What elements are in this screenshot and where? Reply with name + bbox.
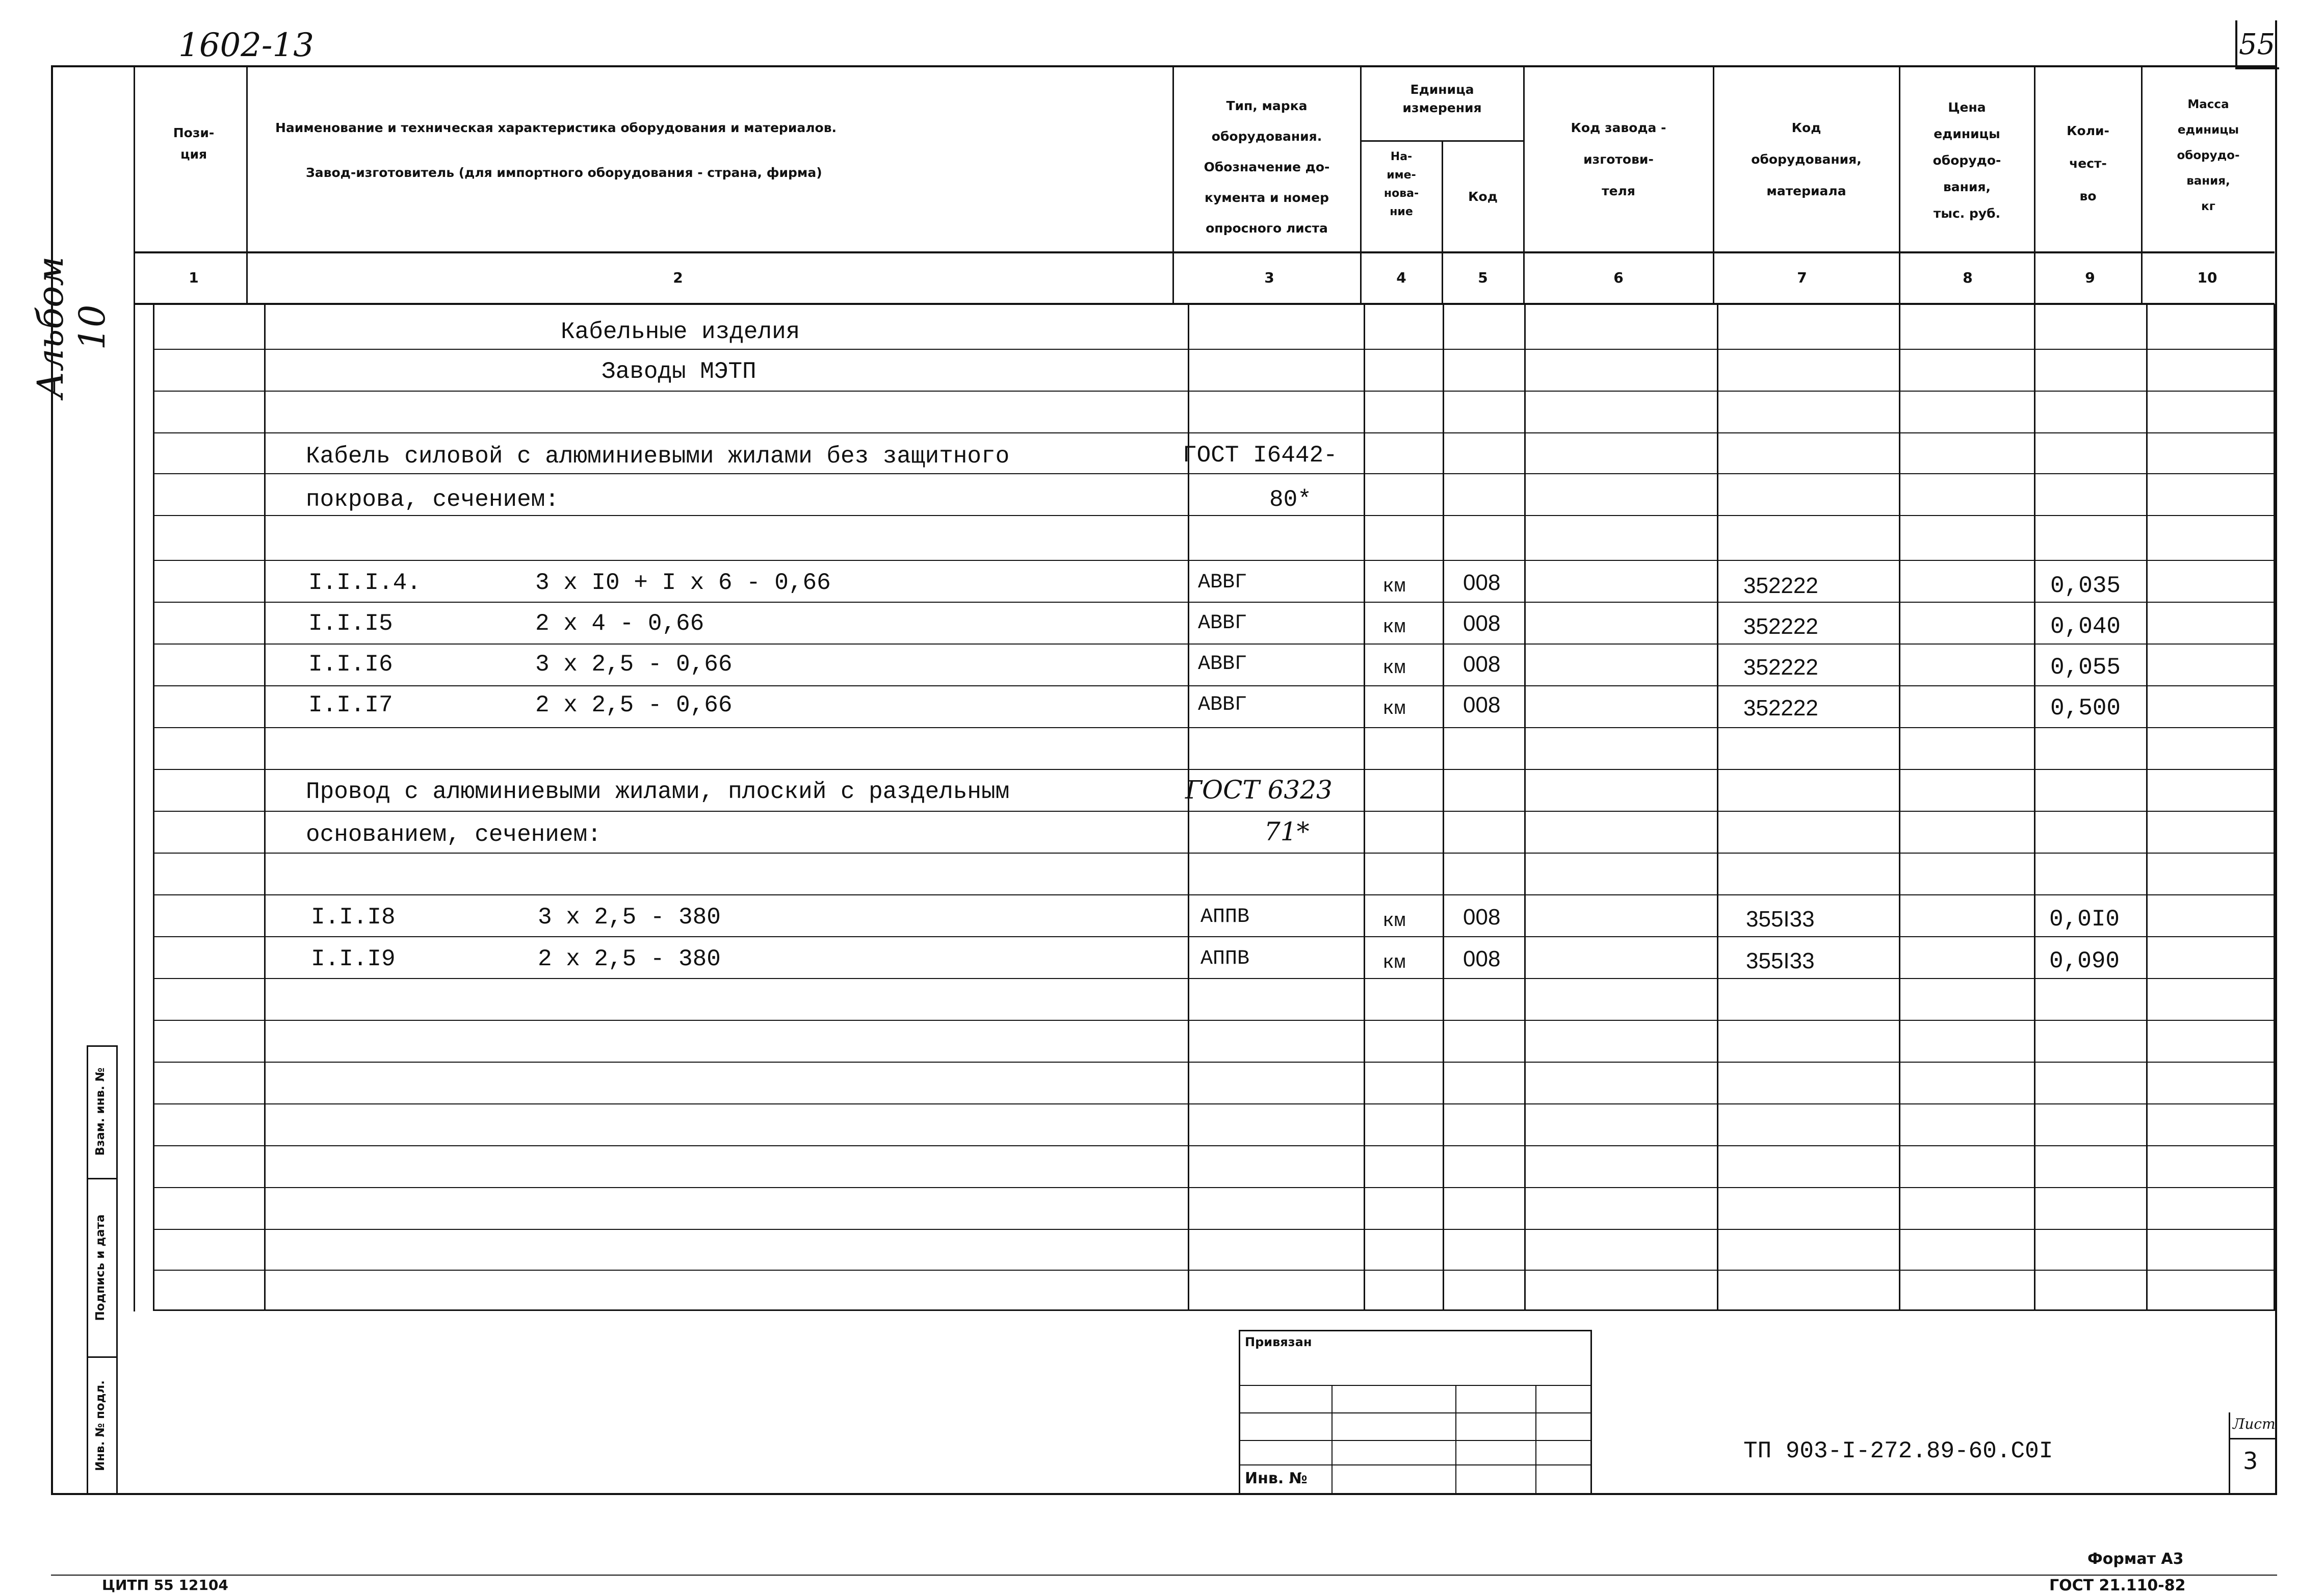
row-qty: 0,500 [2050, 695, 2121, 722]
row-type: АППВ [1200, 947, 1250, 970]
col-number-10: 10 [2197, 269, 2217, 286]
row-unit-code: 008 [1463, 946, 1501, 971]
group1-desc-line1: Кабель силовой с алюминиевыми жилами без защитного [306, 443, 1010, 470]
row-qty: 0,090 [2049, 948, 2120, 974]
row-qty: 0,040 [2050, 613, 2121, 640]
row-spec: 2 х 4 - 0,66 [535, 610, 704, 637]
frame-top-line [51, 65, 2276, 67]
row-unit: км [1382, 952, 1406, 974]
row-unit-code: 008 [1463, 905, 1501, 930]
row-type: АВВГ [1198, 612, 1247, 635]
row-type: АВВГ [1198, 653, 1247, 676]
header-col9: Коли- чест- во [2067, 123, 2109, 203]
group1-desc-line2: покрова, сечением: [306, 486, 559, 513]
section-title-2: Заводы МЭТП [602, 358, 756, 385]
row-unit-code: 008 [1463, 652, 1501, 677]
row-code: 352222 [1743, 614, 1818, 639]
row-code: 352222 [1743, 696, 1818, 720]
row-type: АВВГ [1198, 693, 1247, 716]
side-stamp-inv: Инв. № подл. [94, 1380, 107, 1471]
header-col3: Тип, марка оборудования. Обозначение до- кумента и номер опросного листа [1204, 98, 1330, 236]
top-left-code: 1602-13 [178, 27, 314, 64]
row-unit: км [1382, 576, 1406, 598]
row-unit: км [1382, 698, 1406, 720]
side-stamp-podpis: Подпись и дата [94, 1214, 107, 1321]
row-spec: 3 х 2,5 - 0,66 [535, 651, 733, 678]
group1-doc-line1: ГОСТ I6442- [1183, 442, 1338, 469]
header-col5: Код [1468, 189, 1498, 204]
row-unit: км [1382, 910, 1406, 932]
row-position: I.I.I6 [308, 651, 393, 678]
header-col7: Код оборудования, материала [1751, 120, 1862, 198]
row-qty: 0,055 [2050, 654, 2121, 681]
header-col1: Пози- ция [173, 125, 215, 162]
row-type: АППВ [1200, 906, 1250, 929]
list-number: 3 [2243, 1447, 2258, 1475]
col-number-1: 1 [189, 269, 199, 286]
header-col10: Масса единицы оборудо- вания, кг [2177, 98, 2240, 213]
row-code: 355I33 [1746, 907, 1815, 932]
sheet-top-number: 55 [2239, 28, 2276, 61]
row-unit-code: 008 [1463, 692, 1501, 717]
row-unit: км [1382, 616, 1406, 638]
row-code: 355I33 [1746, 948, 1815, 973]
row-qty: 0,0I0 [2049, 906, 2120, 933]
row-type: АВВГ [1198, 571, 1247, 594]
stamp-strip-div1 [87, 1178, 117, 1179]
group2-desc-line2: основанием, сечением: [306, 821, 602, 848]
row-qty: 0,035 [2050, 573, 2121, 599]
group2-desc-line1: Провод с алюминиевыми жилами, плоский с раздельным [306, 779, 1010, 805]
col-number-3: 3 [1264, 269, 1274, 286]
row-position: I.I.I9 [311, 946, 396, 972]
col-number-5: 5 [1478, 269, 1488, 286]
col-number-6: 6 [1613, 269, 1624, 286]
album-note: Альбом 10 [30, 256, 113, 399]
stamp-inv-no: Инв. № [1245, 1470, 1308, 1487]
footer-left-code: ЦИТП 55 12104 [102, 1577, 228, 1593]
frame-right-line [2275, 20, 2277, 1494]
row-code: 352222 [1743, 573, 1818, 598]
footer-format: Формат А3 [2087, 1550, 2184, 1568]
header-col45-group: Единица измерения [1402, 82, 1482, 115]
row-position: I.I.I7 [308, 692, 393, 718]
side-stamp-vzam: Взам. инв. № [94, 1067, 107, 1156]
row-spec: 3 х I0 + I х 6 - 0,66 [535, 570, 831, 596]
footer-gost: ГОСТ 21.110-82 [2049, 1577, 2186, 1594]
group2-doc-line2: 71* [1264, 817, 1310, 846]
row-unit: км [1382, 657, 1406, 679]
header-col8: Цена единицы оборудо- вания, тыс. руб. [1933, 100, 2001, 221]
stamp-privyazan: Привязан [1245, 1335, 1312, 1349]
document-code: ТП 903-I-272.89-60.С0I [1743, 1438, 2053, 1464]
row-position: I.I.I5 [308, 610, 393, 637]
section-title-1: Кабельные изделия [561, 319, 800, 345]
outer-bottom-line [51, 1575, 2277, 1576]
row-spec: 2 х 2,5 - 0,66 [535, 692, 733, 718]
header-col2-line1: Наименование и техническая характеристика оборудования и материалов. [275, 120, 837, 135]
frame-bottom-line [51, 1493, 2277, 1495]
list-label: Лист [2233, 1415, 2276, 1432]
header-col6: Код завода - изготови- теля [1571, 120, 1666, 198]
row-position: I.I.I.4. [308, 570, 421, 596]
col-number-8: 8 [1963, 269, 1973, 286]
group1-doc-line2: 80* [1269, 486, 1312, 513]
col-number-2: 2 [673, 269, 683, 286]
row-unit-code: 008 [1463, 570, 1501, 595]
row-code: 352222 [1743, 655, 1818, 680]
col-number-7: 7 [1797, 269, 1807, 286]
row-position: I.I.I8 [311, 904, 396, 931]
row-spec: 3 х 2,5 - 380 [538, 904, 721, 931]
group2-doc-line1: ГОСТ 6323 [1185, 775, 1333, 805]
header-col2-line2: Завод-изготовитель (для импортного оборудования - страна, фирма) [306, 165, 822, 180]
col-number-4: 4 [1396, 269, 1406, 286]
col-number-9: 9 [2085, 269, 2095, 286]
stamp-strip-left [87, 1045, 88, 1494]
row-unit-code: 008 [1463, 611, 1501, 636]
header-col4: На- име- нова- ние [1383, 150, 1419, 218]
stamp-strip-mid [116, 1045, 118, 1494]
row-spec: 2 х 2,5 - 380 [538, 946, 721, 972]
